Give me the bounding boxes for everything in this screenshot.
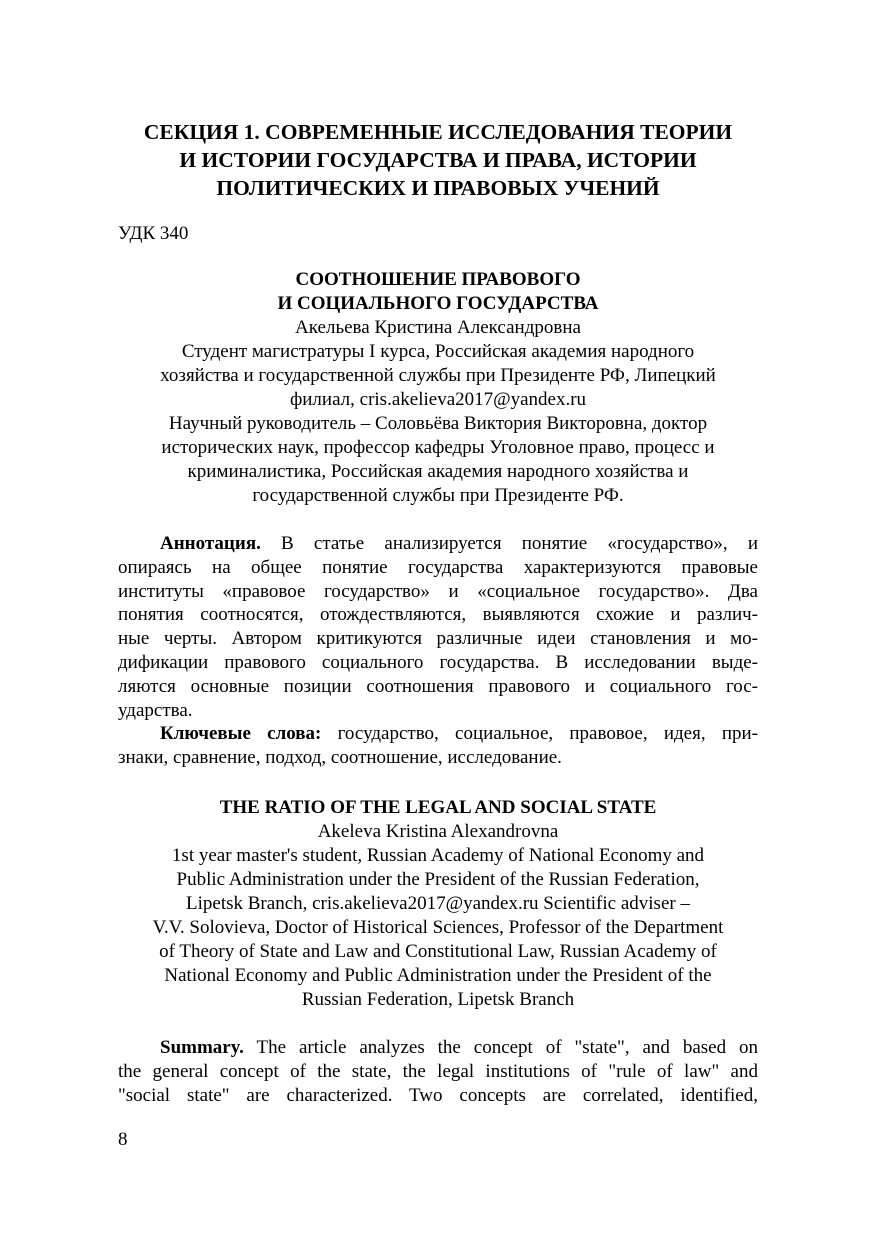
ru-affiliation-line: государственной службы при Президенте РФ. [252,485,624,506]
ru-affiliation-line: Научный руководитель – Соловьёва Виктория Викторовна, доктор [168,413,708,434]
abstract-line: ляются основные позиции соотношения правового и социального гос- [118,675,758,697]
ru-header [118,268,758,508]
abstract-label: Аннотация. [160,533,261,554]
summary-label: Summary. [160,1037,244,1058]
en-title: THE RATIO OF THE LEGAL AND SOCIAL STATE [219,797,657,818]
abstract-line: ные черты. Автором критикуются различные идеи становления и мо- [118,628,758,650]
summary-line: Summary. The article analyzes the concept of "state", and based on [160,1037,758,1058]
en-affiliation-line: 1st year master's student, Russian Academy of National Economy and [171,845,705,866]
section-title [112,118,764,202]
ru-affiliation-line: хозяйства и государственной службы при Президенте РФ, Липецкий [160,365,716,386]
en-affiliation-line: of Theory of State and Law and Constitutional Law, Russian Academy of [159,941,717,962]
ru-author: Акельева Кристина Александровна [295,317,581,338]
summary-line: the general concept of the state, the legal institutions of "rule of law" and [118,1060,758,1082]
ru-title-line: СООТНОШЕНИЕ ПРАВОВОГО [295,269,581,290]
ru-title-line: И СОЦИАЛЬНОГО ГОСУДАРСТВА [277,293,599,314]
en-header [118,796,758,1012]
abstract-line: опираясь на общее понятие государства характеризуются правовые [118,556,758,578]
abstract-line: институты «правовое государство» и «социальное государство». Два [118,580,758,602]
en-author: Akeleva Kristina Alexandrovna [317,821,559,842]
en-affiliation-line: Russian Federation, Lipetsk Branch [301,989,575,1010]
abstract-line: ударства. [118,699,193,721]
summary-line: "social state" are characterized. Two concepts are correlated, identified, [118,1084,758,1106]
abstract-line: понятия соотносятся, отождествляются, выявляются схожие и различ- [118,604,758,626]
keywords-label: Ключевые слова: [160,723,322,745]
ru-affiliation-line: исторических наук, профессор кафедры Уголовное право, процесс и [161,437,715,458]
en-affiliation-line: V.V. Solovieva, Doctor of Historical Sciences, Professor of the Department [152,917,724,938]
ru-abstract [118,532,758,770]
section-title-line: ПОЛИТИЧЕСКИХ И ПРАВОВЫХ УЧЕНИЙ [216,176,660,200]
section-title-line: СЕКЦИЯ 1. СОВРЕМЕННЫЕ ИССЛЕДОВАНИЯ ТЕОРИИ [143,120,733,144]
ru-affiliation-line: филиал, cris.akelieva2017@yandex.ru [289,389,587,410]
ru-affiliation-line: криминалистика, Российская академия народного хозяйства и [187,461,689,482]
section-title-line: И ИСТОРИИ ГОСУДАРСТВА И ПРАВА, ИСТОРИИ [179,148,697,172]
ru-affiliation-line: Студент магистратуры I курса, Российская академия народного [181,341,695,362]
en-summary [118,1036,758,1107]
page-number: 8 [118,1129,128,1150]
en-affiliation-line: Lipetsk Branch, cris.akelieva2017@yandex.ru Scientific adviser – [186,893,690,914]
en-affiliation-line: National Economy and Public Administration under the President of the [164,965,712,986]
keywords-line: Ключевые слова: государство, социальное, правовое, идея, при- [160,723,758,745]
abstract-line: дификации правового социального государства. В исследовании выде- [118,651,758,673]
udk-code: УДК 340 [118,223,189,244]
abstract-line: Аннотация. В статье анализируется понятие «государство», и [160,533,758,554]
keywords-line: знаки, сравнение, подход, соотношение, исследование. [118,747,562,769]
en-affiliation-line: Public Administration under the President of the Russian Federation, [176,869,700,890]
